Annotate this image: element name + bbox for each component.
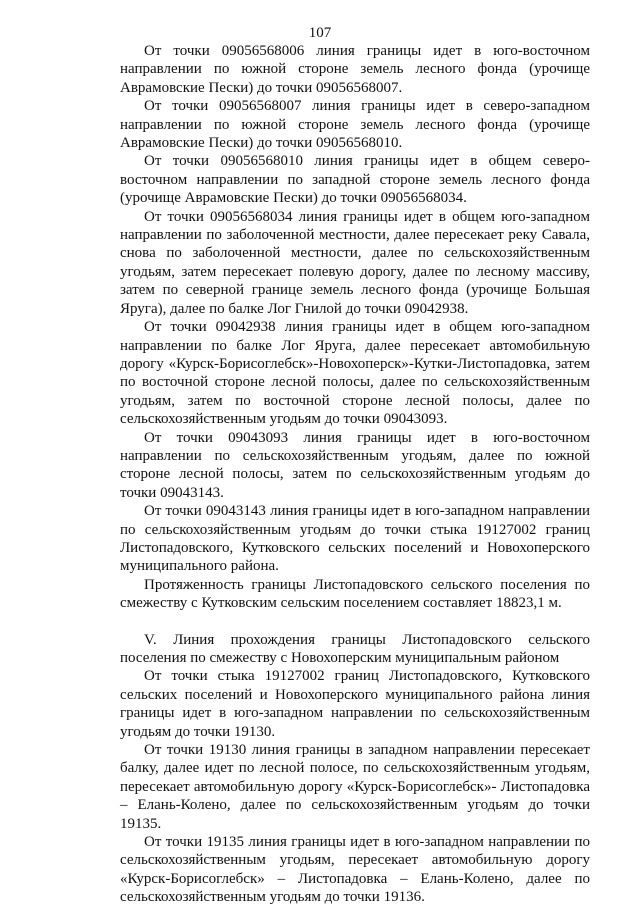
paragraph: От точки 09043093 линия границы идет в юго-восточном направлении по сельскохозяйственным угодьям, далее по южной стороне лесной полосы, затем по сельскохозяйственным угодьям до точки 09043143. bbox=[120, 429, 590, 501]
paragraph: От точки 09043143 линия границы идет в юго-западном направлении по сельскохозяйственным угодьям до точки стыка 19127002 границ Листопадовского, Кутковского сельских поселений и Новохоперского муниципального района. bbox=[120, 503, 590, 575]
section-heading: V. Линия прохождения границы Листопадовского сельского поселения по смежеству с Новохоперским муниципальным районом bbox=[120, 631, 590, 666]
page-number: 107 bbox=[308, 25, 332, 41]
paragraph: От точки 09056568034 линия границы идет в общем юго-западном направлении по заболоченной местности, далее пересекает реку Савала, снова по заболоченной местности, далее по сельскохозяйственным угодьям, затем пересекает полевую дорогу, далее по лесному массиву, затем по северной границе земель лесного фонда (урочище Большая Яруга), далее по балке Лог Гнилой до точки 09042938. bbox=[120, 208, 590, 317]
boundary-length-summary: Протяженность границы Листопадовского сельского поселения по смежеству с Кутковским сельским поселением составляет 18823,1 м. bbox=[120, 576, 590, 612]
paragraph: От точки стыка 19127002 границ Листопадовского, Кутковского сельских поселений и Новохоперского муниципального района линия границы идет в юго-западном направлении по сельскохозяйственным угодьям до точки 19130. bbox=[120, 668, 590, 740]
paragraph: От точки 09056568010 линия границы идет в общем северо-восточном направлении по западной стороне земель лесного фонда (урочище Аврамовские Пески) до точки 09056568034. bbox=[120, 153, 590, 207]
paragraph: От точки 09056568007 линия границы идет в северо-западном направлении по южной стороне земель лесного фонда (урочище Аврамовские Пески) до точки 09056568010. bbox=[120, 98, 590, 152]
paragraph: От точки 19130 линия границы в западном направлении пересекает балку, далее идет по лесной полосе, по сельскохозяйственным угодьям, пересекает автомобильную дорогу «Курск-Борисоглебск»- Листопадовка – Елань-Колено, далее по сельскохозяйственным угодьям до точки 19135. bbox=[120, 742, 590, 832]
paragraph: От точки 09042938 линия границы идет в общем юго-западном направлении по балке Лог Яруга, далее пересекает автомобильную дорогу «Курск-Борисоглебск»-Новохоперск»-Кутки-Листопадовка, затем по восточной стороне лесной полосы, далее по сельскохозяйственным угодьям, затем по восточной стороне лесной полосы, далее по сельскохозяйственным угодьям до точки 09043093. bbox=[120, 319, 590, 428]
paragraph: От точки 19135 линия границы идет в юго-западном направлении по сельскохозяйственным угодьям, пересекает автомобильную дорогу «Курск-Борисоглебск» – Листопадовка – Елань-Колено, далее по сельскохозяйственным угодьям до точки 19136. bbox=[120, 834, 590, 906]
section-gap bbox=[120, 613, 590, 631]
paragraph: От точки 09056568006 линия границы идет в юго-восточном направлении по южной стороне земель лесного фонда (урочище Аврамовские Пески) до точки 09056568007. bbox=[120, 43, 590, 96]
document-body bbox=[120, 42, 590, 907]
